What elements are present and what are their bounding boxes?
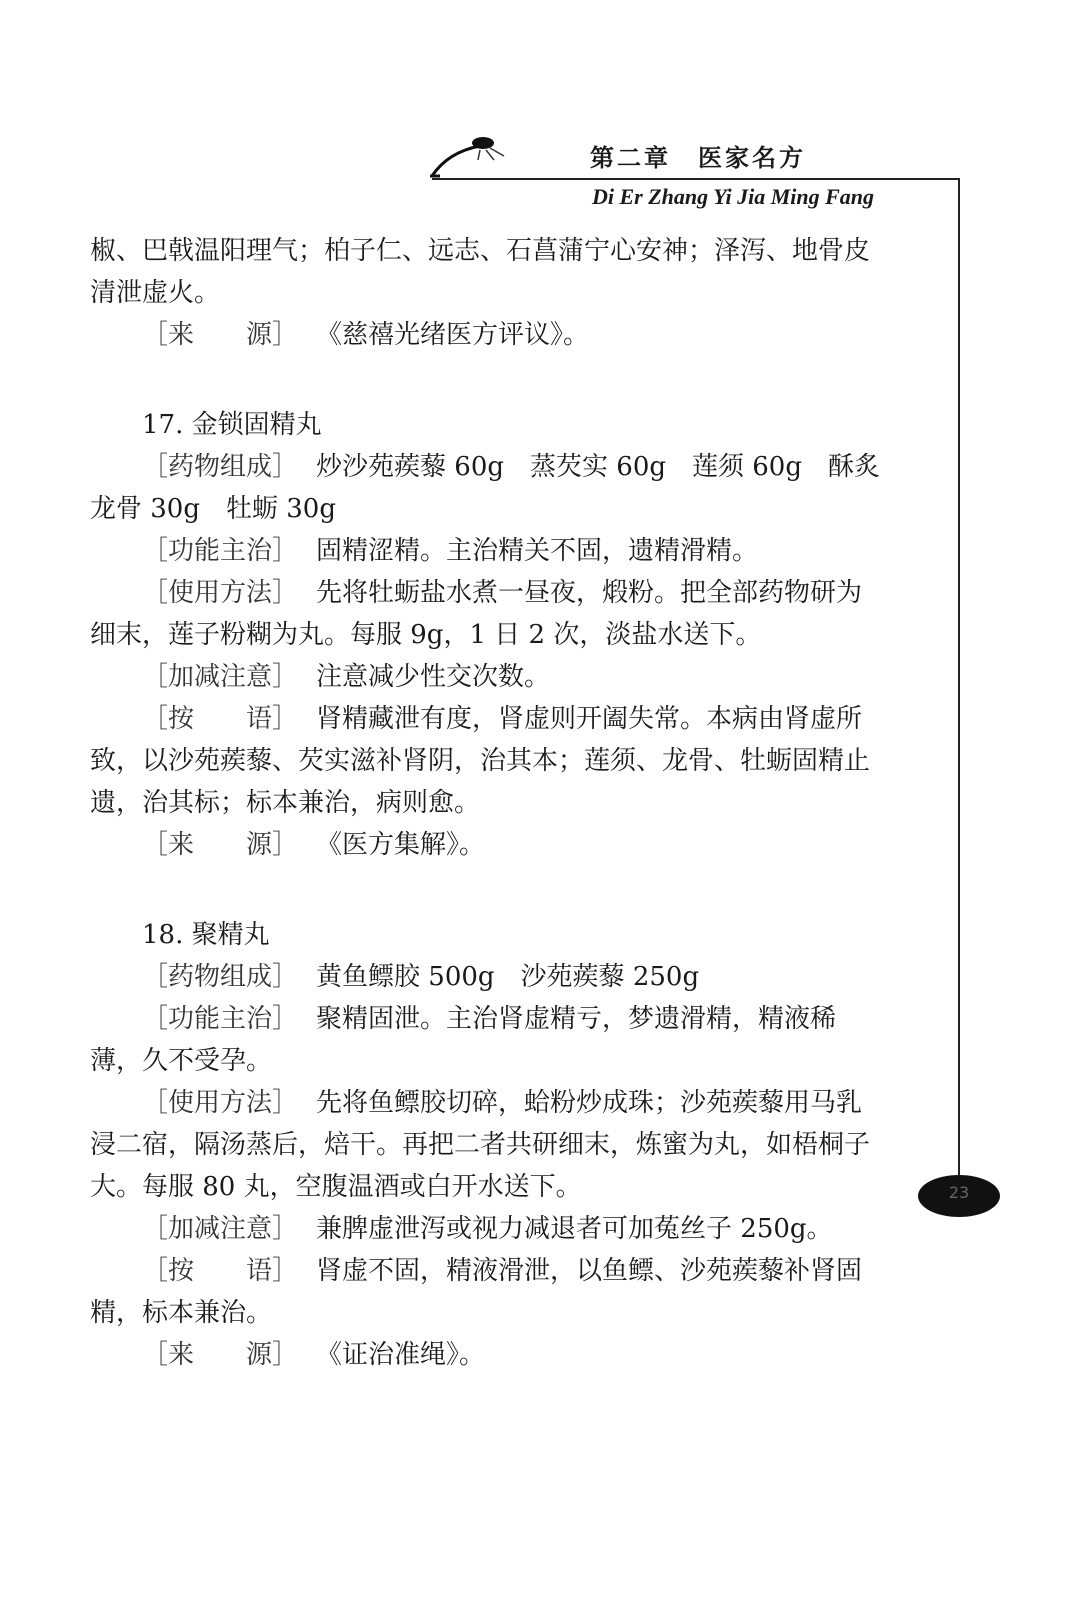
function-label: ［功能主治］: [142, 536, 299, 566]
usage-label: ［使用方法］: [142, 578, 299, 608]
note-field: [90, 698, 880, 824]
source-label: ［来 源］: [142, 320, 299, 350]
composition-field: [90, 446, 880, 530]
modification-field: [90, 1208, 880, 1250]
source-text: 《证治准绳》。: [316, 1340, 486, 1370]
page-number-tab: [918, 1175, 1000, 1217]
note-text: 肾精藏泄有度，肾虚则开阖失常。本病由肾虚所致，以沙苑蒺藜、芡实滋补肾阴，治其本；莲须、龙骨、牡蛎固精止遗，治其标；标本兼治，病则愈。: [90, 704, 871, 818]
source-label: ［来 源］: [142, 830, 299, 860]
continuation-text: 椒、巴戟温阳理气；柏子仁、远志、石菖蒲宁心安神；泽泻、地骨皮清泄虚火。: [90, 236, 871, 308]
source-text: 《慈禧光绪医方评议》。: [316, 320, 590, 350]
source-text: 《医方集解》。: [316, 830, 486, 860]
usage-label: ［使用方法］: [142, 1088, 299, 1118]
modification-label: ［加减注意］: [142, 1214, 299, 1244]
page-body: [90, 230, 880, 1376]
entry-title: 18. 聚精丸: [142, 920, 270, 950]
chapter-title: 第二章 医家名方: [590, 144, 806, 172]
modification-text: 注意减少性交次数。: [316, 662, 551, 692]
composition-text: 黄鱼鳔胶 500g 沙苑蒺藜 250g: [316, 962, 700, 992]
usage-field: [90, 1082, 880, 1208]
margin-rule: [958, 178, 960, 1178]
composition-label: ［药物组成］: [142, 452, 299, 482]
function-text: 聚精固泄。主治肾虚精亏，梦遗滑精，精液稀薄，久不受孕。: [90, 1004, 837, 1076]
composition-label: ［药物组成］: [142, 962, 299, 992]
note-label: ［按 语］: [142, 704, 299, 734]
continuation-source: [90, 314, 880, 356]
usage-field: [90, 572, 880, 656]
function-field: [90, 998, 880, 1082]
entry-title: 17. 金锁固精丸: [142, 410, 322, 440]
chapter-pinyin: Di Er Zhang Yi Jia Ming Fang: [592, 184, 875, 209]
source-field: [90, 1334, 880, 1376]
note-label: ［按 语］: [142, 1256, 299, 1286]
usage-text: 先将牡蛎盐水煮一昼夜，煅粉。把全部药物研为细末，莲子粉糊为丸。每服 9g，1 日 2 次，淡盐水送下。: [90, 578, 863, 650]
composition-text: 炒沙苑蒺藜 60g 蒸芡实 60g 莲须 60g 酥炙龙骨 30g 牡蛎 30g: [90, 452, 880, 524]
function-text: 固精涩精。主治精关不固，遗精滑精。: [316, 536, 759, 566]
composition-field: [90, 956, 880, 998]
note-text: 肾虚不固，精液滑泄，以鱼鳔、沙苑蒺藜补肾固精，标本兼治。: [90, 1256, 863, 1328]
header-rule: [432, 178, 960, 180]
function-field: [90, 530, 880, 572]
usage-text: 先将鱼鳔胶切碎，蛤粉炒成珠；沙苑蒺藜用马乳浸二宿，隔汤蒸后，焙干。再把二者共研细末，炼蜜为丸，如梧桐子大。每服 80 丸，空腹温酒或白开水送下。: [90, 1088, 871, 1202]
note-field: [90, 1250, 880, 1334]
lamp-ornament-icon: [428, 130, 518, 182]
source-field: [90, 824, 880, 866]
modification-field: [90, 656, 880, 698]
function-label: ［功能主治］: [142, 1004, 299, 1034]
source-label: ［来 源］: [142, 1340, 299, 1370]
page-number: 23: [948, 1183, 970, 1202]
modification-text: 兼脾虚泄泻或视力减退者可加菟丝子 250g。: [316, 1214, 833, 1244]
modification-label: ［加减注意］: [142, 662, 299, 692]
